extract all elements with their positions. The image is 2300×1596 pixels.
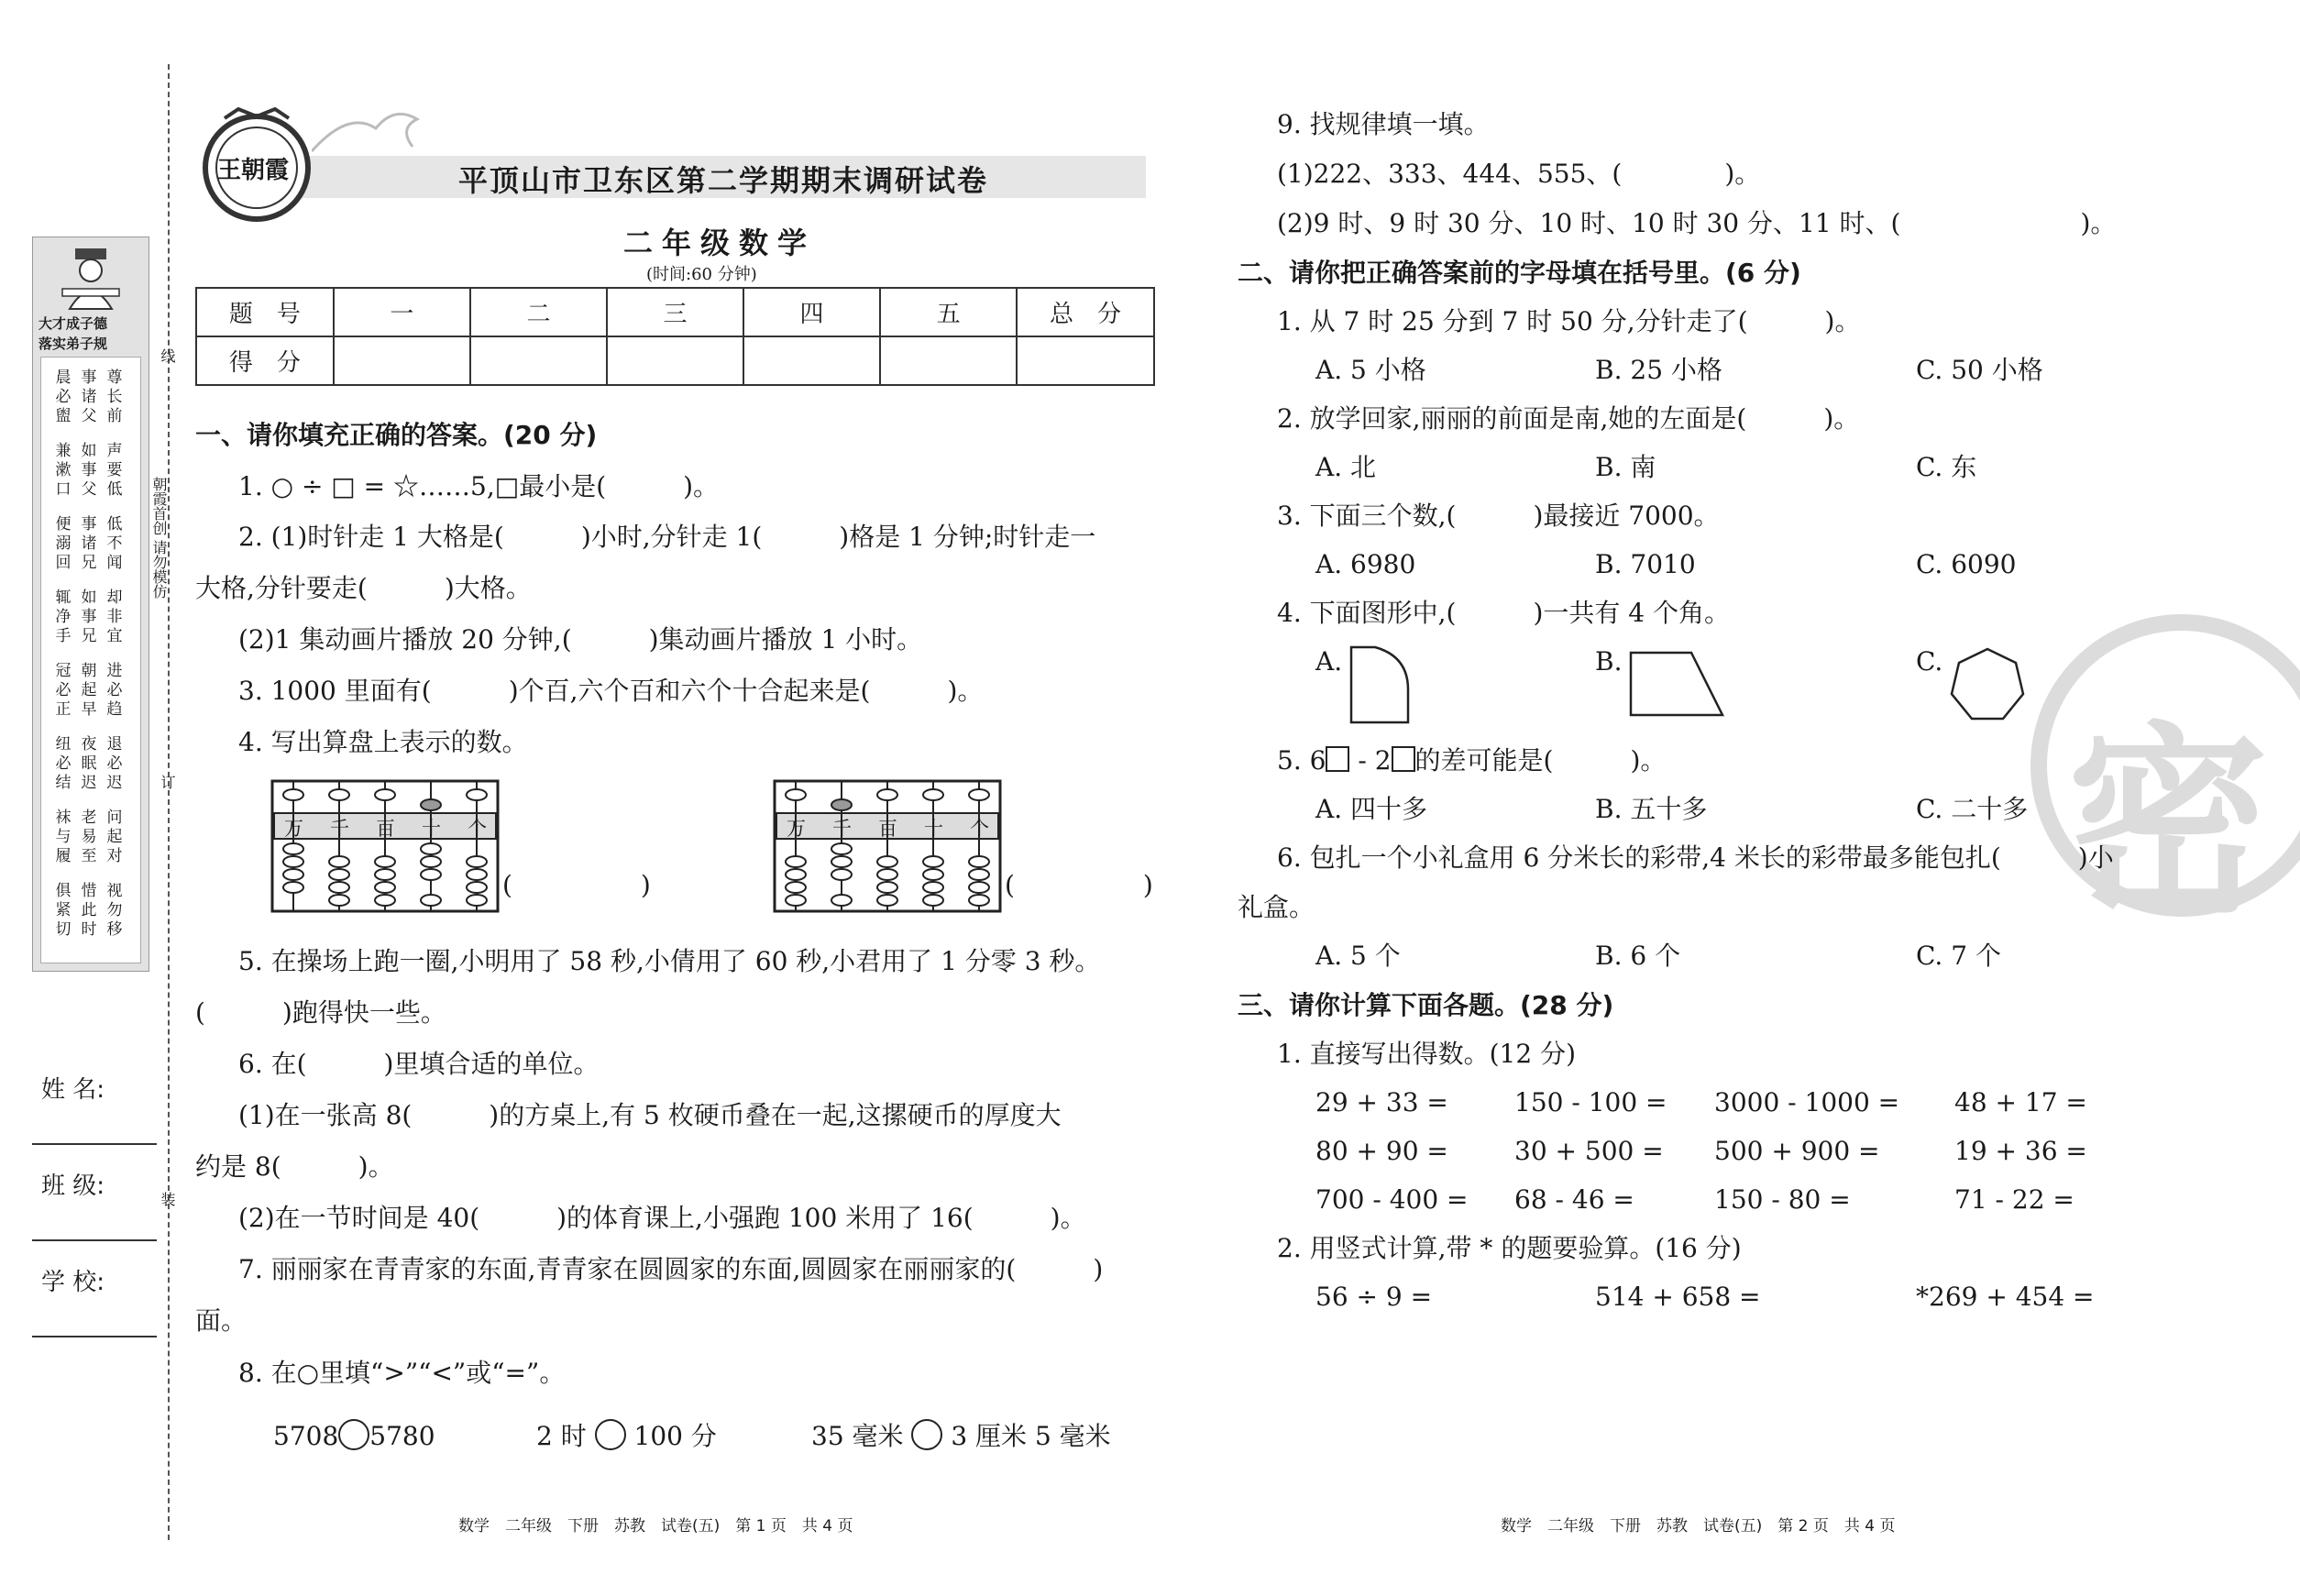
score-cell: 一 bbox=[334, 288, 470, 336]
choice-q6-line-2: 礼盒。 bbox=[1238, 892, 1315, 922]
binding-dashed-line bbox=[168, 64, 170, 1540]
choice-q1-a[interactable]: A. 5 小格 bbox=[1315, 355, 1426, 385]
score-input-cell[interactable] bbox=[743, 336, 880, 385]
section-1-heading: 一、请你填充正确的答案。(20 分) bbox=[195, 420, 598, 450]
score-cell: 四 bbox=[743, 288, 880, 336]
choice-q2: 2. 放学回家,丽丽的前面是南,她的左面是( )。 bbox=[1277, 403, 1860, 434]
cut-mark-1: 线 bbox=[159, 348, 176, 363]
motto-line-2: 落实弟子规 bbox=[39, 336, 108, 352]
compare-item-3-left: 35 毫米 bbox=[811, 1421, 904, 1451]
rule-column: 俱紧切 bbox=[55, 882, 72, 939]
question-9: 9. 找规律填一填。 bbox=[1277, 109, 1490, 139]
compare-circle-2[interactable] bbox=[595, 1419, 626, 1450]
rule-column: 便溺回 bbox=[55, 515, 72, 572]
score-input-cell[interactable] bbox=[334, 336, 470, 385]
rule-column: 冠必正 bbox=[55, 662, 72, 719]
abacus-1-label-shi: 十 bbox=[422, 818, 441, 840]
rule-column: 退必迟 bbox=[106, 735, 123, 792]
question-7-line-1: 7. 丽丽家在青青家的东面,青青家在圆圆家的东面,圆圆家在丽丽家的( ) bbox=[238, 1254, 1104, 1284]
scholar-figure-icon bbox=[61, 247, 121, 311]
choice-q2-a[interactable]: A. 北 bbox=[1315, 452, 1377, 482]
compare-item-3 bbox=[811, 1419, 1111, 1453]
choice-q5-suffix: 的差可能是( )。 bbox=[1414, 745, 1667, 776]
calc-item: 68 - 46 = bbox=[1514, 1184, 1634, 1215]
calc-item: 19 + 36 = bbox=[1954, 1136, 2087, 1166]
score-cell: 题 号 bbox=[196, 288, 334, 336]
ribbon-decoration-icon bbox=[312, 101, 431, 156]
abacus-2-answer[interactable]: ( ) bbox=[1005, 870, 1153, 900]
abacus-1-label-qian: 千 bbox=[330, 818, 349, 840]
abacus-1-label-ge: 个 bbox=[468, 818, 487, 840]
question-1: 1. ○ ÷ □ = ☆……5,□最小是( )。 bbox=[238, 471, 720, 501]
calc-part-1: 1. 直接写出得数。(12 分) bbox=[1277, 1039, 1576, 1069]
compare-circle-3[interactable] bbox=[911, 1419, 942, 1450]
rule-column: 事诸父 bbox=[81, 369, 97, 425]
question-2-line-1: 2. (1)时针走 1 大格是( )小时,分针走 1( )格是 1 分钟;时针走一 bbox=[238, 522, 1096, 552]
vertical-calc-item: *269 + 454 = bbox=[1916, 1282, 2095, 1312]
question-6-part-2: (2)在一节时间是 40( )的体育课上,小强跑 100 米用了 16( )。 bbox=[238, 1203, 1086, 1233]
compare-item-3-right: 3 厘米 5 毫米 bbox=[951, 1421, 1111, 1451]
shape-b-trapezoid-icon bbox=[1627, 649, 1728, 719]
compare-item-1 bbox=[273, 1419, 435, 1453]
question-5-line-1: 5. 在操场上跑一圈,小明用了 58 秒,小倩用了 60 秒,小君用了 1 分零 3 秒。 bbox=[238, 946, 1101, 976]
choice-q3-a[interactable]: A. 6980 bbox=[1315, 549, 1416, 579]
question-4: 4. 写出算盘上表示的数。 bbox=[238, 727, 528, 757]
choice-q3-c[interactable]: C. 6090 bbox=[1916, 549, 2017, 579]
exam-title: 平顶山市卫东区第二学期期末调研试卷 bbox=[458, 163, 989, 198]
compare-circle-1[interactable] bbox=[338, 1419, 369, 1450]
question-6-part-1-line-2: 约是 8( )。 bbox=[195, 1151, 394, 1182]
question-6: 6. 在( )里填合适的单位。 bbox=[238, 1049, 600, 1079]
score-input-cell[interactable] bbox=[470, 336, 607, 385]
brand-logo-text: 王朝霞 bbox=[217, 157, 290, 184]
exam-subject: 二年级数学 bbox=[623, 226, 817, 260]
name-line[interactable] bbox=[32, 1143, 157, 1145]
question-3: 3. 1000 里面有( )个百,六个百和六个十合起来是( )。 bbox=[238, 676, 984, 706]
abacus-1-label-wan: 万 bbox=[284, 818, 303, 840]
calc-part-2: 2. 用竖式计算,带 * 的题要验算。(16 分) bbox=[1277, 1233, 1742, 1263]
rule-column: 老易至 bbox=[81, 809, 97, 865]
rule-column: 夜眠迟 bbox=[81, 735, 97, 792]
calc-item: 150 - 100 = bbox=[1514, 1087, 1667, 1117]
compare-item-1-left: 5708 bbox=[273, 1421, 339, 1451]
choice-q6-a[interactable]: A. 5 个 bbox=[1315, 941, 1401, 971]
choice-q3: 3. 下面三个数,( )最接近 7000。 bbox=[1277, 501, 1720, 531]
rule-column: 惜此时 bbox=[81, 882, 97, 939]
abacus-2-label-shi: 十 bbox=[924, 818, 943, 840]
cut-mark-3: 装 bbox=[159, 1192, 176, 1206]
abacus-2-label-qian: 千 bbox=[832, 818, 852, 840]
choice-q5-a[interactable]: A. 四十多 bbox=[1315, 794, 1428, 824]
score-cell: 三 bbox=[607, 288, 743, 336]
question-6-part-1-line-1: (1)在一张高 8( )的方桌上,有 5 枚硬币叠在一起,这摞硬币的厚度大 bbox=[238, 1100, 1062, 1130]
rule-column: 晨必盥 bbox=[55, 369, 72, 425]
digit-box-1[interactable] bbox=[1326, 746, 1349, 772]
question-9-part-2: (2)9 时、9 时 30 分、10 时、10 时 30 分、11 时、( )。 bbox=[1277, 208, 2117, 238]
choice-q6-c[interactable]: C. 7 个 bbox=[1916, 941, 2001, 971]
name-label: 姓 名: bbox=[41, 1076, 105, 1104]
calc-item: 3000 - 1000 = bbox=[1714, 1087, 1900, 1117]
rule-column: 进必趋 bbox=[106, 662, 123, 719]
choice-q4-a[interactable]: A. bbox=[1315, 646, 1343, 677]
secret-seal-glyph: 密 bbox=[2067, 705, 2270, 940]
abacus-2-label-wan: 万 bbox=[787, 818, 806, 840]
question-8: 8. 在○里填“>”“<”或“=”。 bbox=[238, 1358, 566, 1388]
calc-item: 80 + 90 = bbox=[1315, 1136, 1448, 1166]
choice-q6-line-1: 6. 包扎一个小礼盒用 6 分米长的彩带,4 米长的彩带最多能包扎( )小 bbox=[1277, 842, 2114, 873]
choice-q3-b[interactable]: B. 7010 bbox=[1595, 549, 1696, 579]
section-2-heading: 二、请你把正确答案前的字母填在括号里。(6 分) bbox=[1238, 258, 1801, 288]
score-table bbox=[195, 287, 1155, 386]
rule-column: 如事父 bbox=[81, 442, 97, 499]
score-input-cell[interactable] bbox=[880, 336, 1017, 385]
rule-column: 视勿移 bbox=[106, 882, 123, 939]
abacus-2-label-ge: 个 bbox=[970, 818, 989, 840]
rule-column: 纽必结 bbox=[55, 735, 72, 792]
rule-column: 声要低 bbox=[106, 442, 123, 499]
score-input-cell[interactable] bbox=[607, 336, 743, 385]
question-7-line-2: 面。 bbox=[195, 1305, 248, 1336]
rule-column: 朝起早 bbox=[81, 662, 97, 719]
score-header-row bbox=[196, 288, 1154, 336]
question-2-part-2: (2)1 集动画片播放 20 分钟,( )集动画片播放 1 小时。 bbox=[238, 624, 923, 655]
rule-column: 袜与履 bbox=[55, 809, 72, 865]
choice-q5-prefix: 5. 6 bbox=[1277, 745, 1326, 776]
choice-q1-b[interactable]: B. 25 小格 bbox=[1595, 355, 1722, 385]
shape-a-quarter-round-icon bbox=[1348, 644, 1412, 726]
rule-column: 低不闻 bbox=[106, 515, 123, 572]
choice-q4-c[interactable]: C. bbox=[1916, 646, 1943, 677]
choice-q4-b[interactable]: B. bbox=[1595, 646, 1623, 677]
score-cell: 二 bbox=[470, 288, 607, 336]
question-5-line-2: ( )跑得快一些。 bbox=[195, 997, 446, 1028]
vertical-calc-item: 514 + 658 = bbox=[1595, 1282, 1761, 1312]
calc-item: 30 + 500 = bbox=[1514, 1136, 1664, 1166]
calc-item: 48 + 17 = bbox=[1954, 1087, 2087, 1117]
choice-q1: 1. 从 7 时 25 分到 7 时 50 分,分针走了( )。 bbox=[1277, 306, 1861, 336]
calc-item: 700 - 400 = bbox=[1315, 1184, 1469, 1215]
motto-line-1: 大才成子德 bbox=[39, 315, 108, 332]
score-cell: 总 分 bbox=[1017, 288, 1154, 336]
choice-q5-c[interactable]: C. 二十多 bbox=[1916, 794, 2029, 824]
school-line[interactable] bbox=[32, 1336, 157, 1337]
rule-column: 事诸兄 bbox=[81, 515, 97, 572]
compare-item-2-left: 2 时 bbox=[536, 1421, 587, 1451]
digit-box-2[interactable] bbox=[1392, 746, 1415, 772]
vertical-calc-item: 56 ÷ 9 = bbox=[1315, 1282, 1433, 1312]
abacus-1-label-bai: 百 bbox=[376, 818, 395, 840]
rule-column: 辄净手 bbox=[55, 589, 72, 645]
calc-item: 29 + 33 = bbox=[1315, 1087, 1448, 1117]
shape-c-heptagon-icon bbox=[1948, 645, 2027, 724]
calc-item: 71 - 22 = bbox=[1954, 1184, 2074, 1215]
compare-item-1-right: 5780 bbox=[369, 1421, 435, 1451]
exam-time: (时间:60 分钟) bbox=[646, 265, 757, 284]
choice-q6-b[interactable]: B. 6 个 bbox=[1595, 941, 1681, 971]
choice-q2-b[interactable]: B. 南 bbox=[1595, 452, 1656, 482]
rule-column: 尊长前 bbox=[106, 369, 123, 425]
cut-mark-2: 订 bbox=[159, 775, 176, 789]
choice-q5 bbox=[1277, 744, 1666, 777]
compare-item-2-right: 100 分 bbox=[633, 1421, 717, 1451]
section-3-heading: 三、请你计算下面各题。(28 分) bbox=[1238, 990, 1614, 1020]
abacus-1 bbox=[270, 779, 500, 917]
calc-item: 150 - 80 = bbox=[1714, 1184, 1851, 1215]
score-input-cell[interactable] bbox=[1017, 336, 1154, 385]
choice-q5-mid: - 2 bbox=[1349, 745, 1392, 776]
abacus-2 bbox=[773, 779, 1002, 917]
rule-column: 却非宜 bbox=[106, 589, 123, 645]
rule-column: 如事兄 bbox=[81, 589, 97, 645]
school-label: 学 校: bbox=[41, 1269, 105, 1296]
question-2-line-2: 大格,分针要走( )大格。 bbox=[195, 573, 532, 603]
score-cell: 五 bbox=[880, 288, 1017, 336]
abacus-1-answer[interactable]: ( ) bbox=[502, 870, 651, 900]
compare-item-2 bbox=[536, 1419, 717, 1453]
score-value-row bbox=[196, 336, 1154, 385]
choice-q1-c[interactable]: C. 50 小格 bbox=[1916, 355, 2043, 385]
choice-q4: 4. 下面图形中,( )一共有 4 个角。 bbox=[1277, 598, 1730, 628]
class-line[interactable] bbox=[32, 1239, 157, 1241]
rule-column: 问起对 bbox=[106, 809, 123, 865]
page-2-footer: 数学 二年级 下册 苏教 试卷(五) 第 2 页 共 4 页 bbox=[1501, 1517, 1896, 1535]
question-9-part-1: (1)222、333、444、555、( )。 bbox=[1277, 159, 1761, 189]
rule-column: 兼漱口 bbox=[55, 442, 72, 499]
calc-item: 500 + 900 = bbox=[1714, 1136, 1880, 1166]
score-cell: 得 分 bbox=[196, 336, 334, 385]
class-label: 班 级: bbox=[41, 1172, 105, 1200]
copyright-notice: 朝霞首创 请勿模仿 bbox=[150, 477, 168, 600]
page-1-footer: 数学 二年级 下册 苏教 试卷(五) 第 1 页 共 4 页 bbox=[458, 1517, 853, 1535]
abacus-2-label-bai: 百 bbox=[878, 818, 897, 840]
choice-q2-c[interactable]: C. 东 bbox=[1916, 452, 1977, 482]
choice-q5-b[interactable]: B. 五十多 bbox=[1595, 794, 1708, 824]
